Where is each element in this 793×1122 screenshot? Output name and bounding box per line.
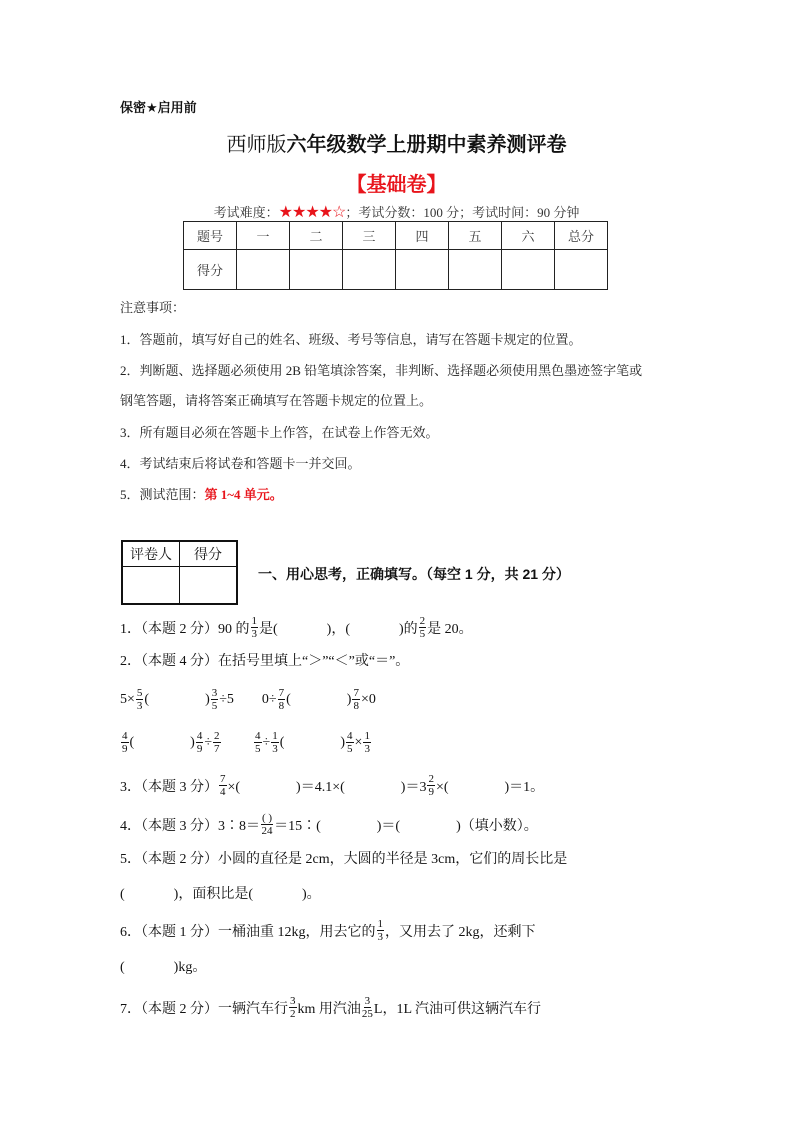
fraction [271,730,279,755]
fraction-numerator: 1 [272,730,278,742]
score-cell [237,250,290,290]
fraction-denominator: 3 [251,628,257,640]
fraction-denominator: 24 [261,825,273,837]
question-text: ÷ [262,734,271,750]
score-cell [502,250,555,290]
title-publisher: 西师版 [226,134,287,156]
fraction-denominator: 5 [255,743,261,755]
score-cell [343,250,396,290]
fraction [196,730,204,755]
fraction [251,615,259,640]
fraction [211,687,219,712]
note-item-scope [120,484,283,503]
fraction-denominator: 3 [364,743,370,755]
question-text: ( )kg。 [120,960,207,975]
fraction-numerator: 2 [419,615,426,627]
fraction-numerator: 1 [377,918,383,930]
exam-meta [0,202,793,222]
star-empty-icon: ☆ [332,204,346,221]
question-text: 4．（本题 3 分）3∶8＝ [120,818,260,834]
question-line [120,995,541,1020]
question-text: ( )，面积比是( )。 [120,887,321,902]
note-item: 1．答题前，填写好自己的姓名、班级、考号等信息，请写在答题卡规定的位置。 [120,332,582,347]
fraction-numerator: 5 [136,687,143,699]
question-text [222,735,254,751]
page-subtitle: 【基础卷】 [346,174,447,196]
question-line [120,956,206,976]
fraction-denominator: 8 [278,700,285,712]
note-item: 3．所有题目必须在答题卡上作答，在试卷上作答无效。 [120,425,439,440]
score-header-cell: 五 [449,222,502,250]
fraction-denominator: 25 [361,1008,373,1020]
title-main: 六年级数学上册期中素养测评卷 [286,134,567,156]
question-text: L，1L 汽油可供这辆汽车行 [373,1001,541,1017]
fraction-denominator: 5 [211,700,218,712]
fraction [213,730,221,755]
grader-label: 评卷人 [122,541,180,567]
score-header-cell: 四 [396,222,449,250]
question-text: × [354,734,363,750]
fraction-denominator: 9 [122,743,128,755]
fraction-numerator: 7 [353,687,359,699]
fraction-numerator: 7 [220,773,226,785]
fraction [377,918,385,943]
fraction [363,730,371,755]
question-line [120,883,321,903]
star-filled-icon: ★ [305,204,319,221]
question-text: ( ) [129,734,195,750]
fraction-denominator: 3 [377,931,383,943]
question-text: km 用汽油 [297,1001,361,1017]
confidential-label: 保密★启用前 [120,100,197,115]
score-header-cell: 题号 [184,222,237,250]
question-text: ( ) [279,734,346,750]
score-header-cell: 二 [290,222,343,250]
score-cell [396,250,449,290]
fraction-numerator: 4 [347,730,353,742]
scope-end: 。 [269,487,283,502]
fraction-numerator: 4 [196,730,203,742]
question-line [120,773,544,798]
question-text: 是( )，( )的 [259,621,418,637]
star-filled-icon: ★ [291,204,306,221]
fraction-numerator: 3 [364,995,371,1007]
fraction-numerator: 3 [290,995,296,1007]
question-text: 2．（本题 4 分）在括号里填上“＞”“＜”或“＝”。 [120,654,410,669]
grader-score-cell [180,567,238,605]
question-text: 5× [120,691,135,707]
grader-score-label: 得分 [180,541,238,567]
fraction-numerator: ( ) [262,812,273,824]
fraction [362,995,373,1020]
fraction-numerator: 1 [364,730,370,742]
question-line [120,730,372,755]
fraction-denominator: 7 [214,743,220,755]
question-line [120,687,376,712]
question-line [120,812,538,837]
score-header-cell: 一 [237,222,290,250]
score-header-cell: 三 [343,222,396,250]
question-text: ÷5 0÷ [219,691,277,707]
fraction [427,773,435,798]
star-filled-icon: ★ [318,204,333,221]
fraction [254,730,262,755]
question-line [120,848,567,868]
question-text: ( ) [144,691,210,707]
fraction [419,615,427,640]
score-cell [449,250,502,290]
question-line [120,615,473,640]
scope-value: 第 1~4 单元 [204,487,270,502]
fraction-numerator: 7 [278,687,285,699]
fraction-denominator: 8 [353,700,359,712]
scope-label: 5．测试范围： [120,487,205,502]
notes-heading: 注意事项： [120,300,186,315]
question-text: 5．（本题 2 分）小圆的直径是 2cm，大圆的半径是 3cm，它们的周长比是 [120,852,568,867]
note-item: 4．考试结束后将试卷和答题卡一并交回。 [120,456,361,471]
question-text: ÷ [204,734,213,750]
fraction-denominator: 5 [347,743,353,755]
fraction [352,687,360,712]
fraction-numerator: 4 [122,730,128,742]
fraction [121,730,129,755]
grader-box [121,540,238,605]
question-text: ，又用去了 2kg，还剩下 [385,924,536,940]
question-text: ＝15∶( )＝( )（填小数）。 [274,818,538,834]
question-text: ×0 [360,691,376,707]
fraction-denominator: 9 [196,743,203,755]
fraction-numerator: 3 [211,687,218,699]
note-item: 2．判断题、选择题必须使用 2B 铅笔填涂答案，非判断、选择题必须使用黑色墨迹签字笔或 [120,363,643,378]
section-title: 一、用心思考，正确填写。（每空 1 分，共 21 分） [258,566,570,582]
question-text: ×( )＝4.1×( )＝3 [227,779,427,795]
fraction-denominator: 3 [272,743,278,755]
score-table-score-row [184,250,608,290]
question-line [120,650,409,670]
fraction [136,687,144,712]
fraction-denominator: 5 [419,628,426,640]
question-text: 是 20。 [427,621,473,637]
star-filled-icon: ★ [278,204,292,221]
question-text: 7．（本题 2 分）一辆汽车行 [120,1001,288,1017]
question-line [120,918,536,943]
fraction-numerator: 4 [255,730,261,742]
score-header-cell: 总分 [555,222,608,250]
fraction-denominator: 9 [428,786,434,798]
fraction [219,773,227,798]
question-text: 3．（本题 3 分） [120,779,218,795]
fraction-denominator: 4 [220,786,226,798]
fraction-denominator: 3 [136,700,143,712]
difficulty-stars-icon [279,204,346,221]
score-table [183,221,608,290]
fraction-numerator: 2 [428,773,434,785]
grader-cell [122,567,180,605]
score-cell [555,250,608,290]
question-text: ( ) [286,691,352,707]
fraction [278,687,286,712]
fraction [261,812,273,837]
score-cell [290,250,343,290]
fraction-denominator: 2 [290,1008,296,1020]
difficulty-label: 考试难度： [213,205,279,220]
question-text: ×( )＝1。 [435,779,545,795]
fraction [289,995,297,1020]
fraction [346,730,354,755]
fraction-numerator: 2 [214,730,220,742]
page-title [0,128,793,157]
score-table-header-row [184,222,608,250]
question-text: 6．（本题 1 分）一桶油重 12kg，用去它的 [120,924,376,940]
score-row-label: 得分 [184,250,237,290]
fraction-numerator: 1 [251,615,257,627]
exam-meta-rest: ；考试分数：100 分；考试时间：90 分钟 [345,205,580,220]
note-item: 钢笔答题，请将答案正确填写在答题卡规定的位置上。 [120,393,433,408]
score-header-cell: 六 [502,222,555,250]
question-text: 1．（本题 2 分）90 的 [120,621,250,637]
